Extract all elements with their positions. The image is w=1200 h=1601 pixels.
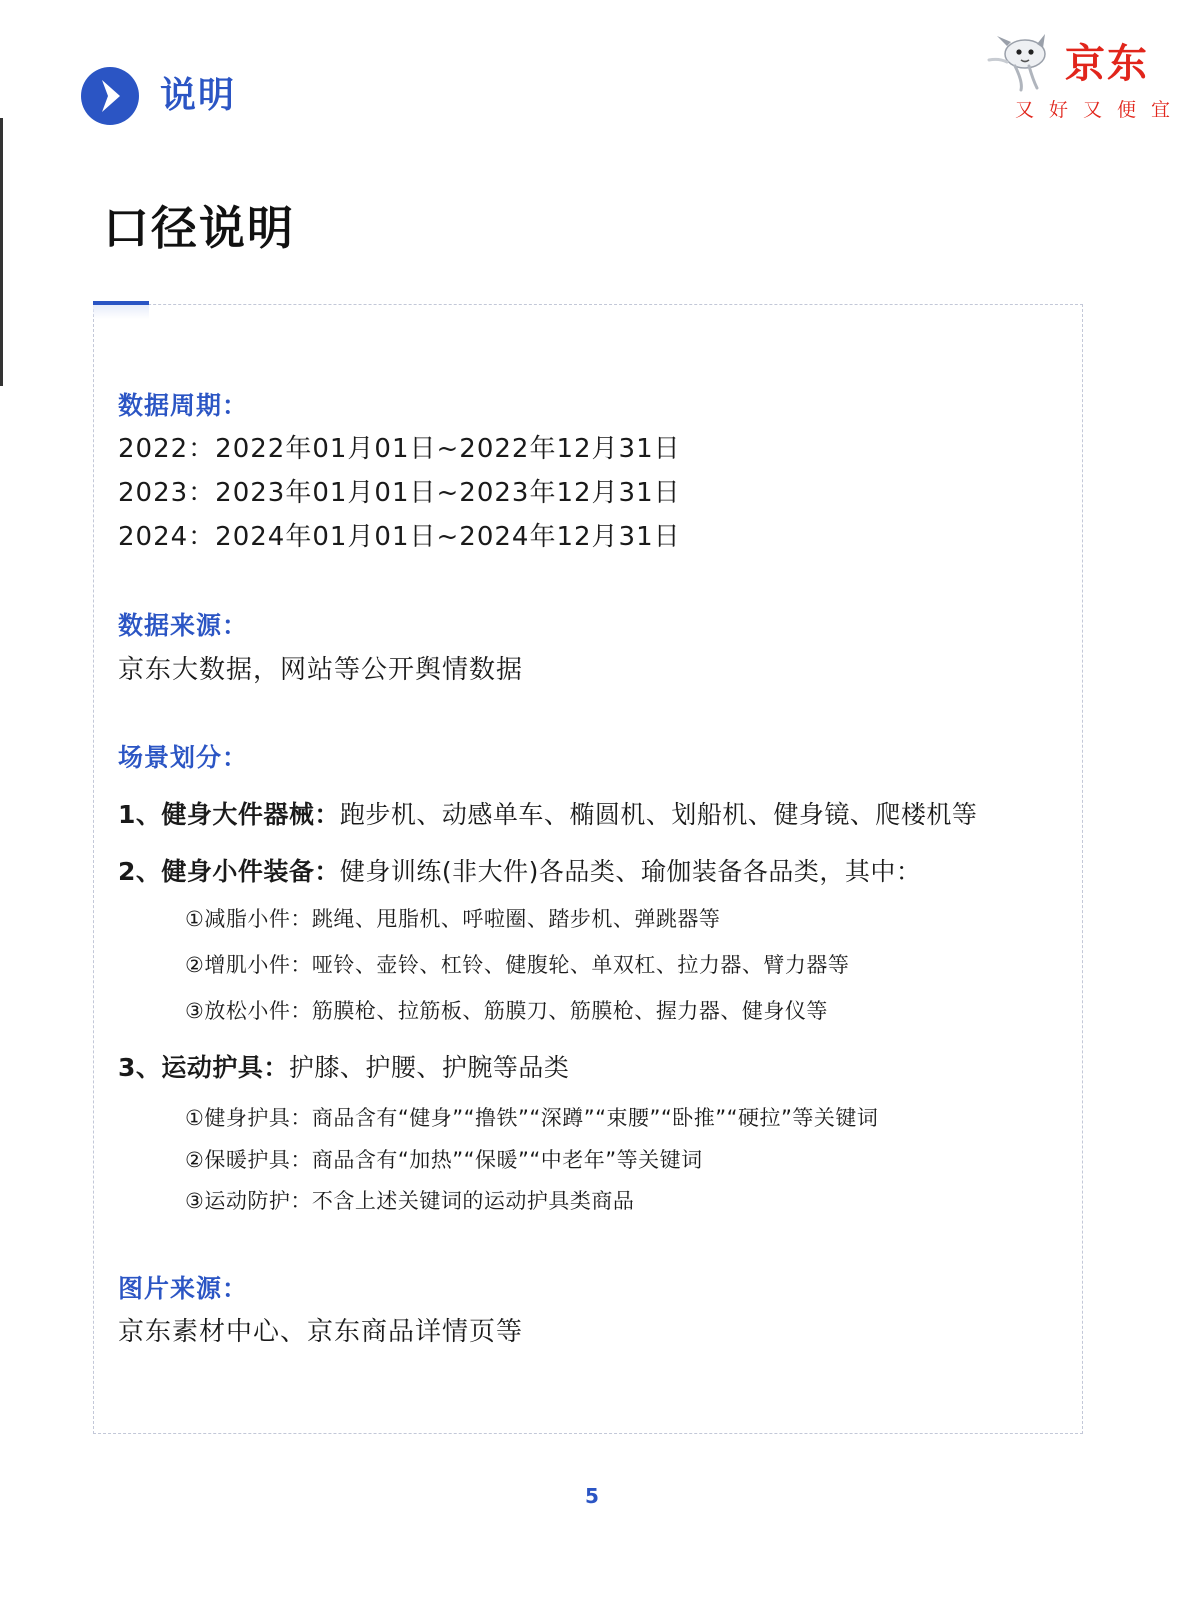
scene-item [118, 1049, 569, 1087]
scene-sub-item: ③放松小件：筋膜枪、拉筋板、筋膜刀、筋膜枪、握力器、健身仪等 [185, 999, 828, 1023]
scene-item-title: 3、运动护具： [118, 1053, 289, 1082]
scene-item-desc: 健身训练(非大件)各品类、瑜伽装备各品类，其中： [339, 857, 922, 886]
period-line: 2024：2024年01月01日~2024年12月31日 [118, 522, 681, 552]
page-number: 5 [585, 1484, 599, 1508]
image-source-label: 图片来源： [118, 1274, 249, 1303]
scene-sub-item: ①减脂小件：跳绳、甩脂机、呼啦圈、踏步机、弹跳器等 [185, 907, 721, 931]
logo-slogan: 又好又便宜 [1015, 99, 1186, 121]
scene-item-title: 2、健身小件装备： [118, 857, 340, 886]
image-source-text: 京东素材中心、京东商品详情页等 [118, 1317, 524, 1347]
period-label: 数据周期： [118, 391, 249, 420]
source-label: 数据来源： [118, 611, 249, 640]
logo-brand: 京东 [1065, 41, 1149, 87]
scene-item-title: 1、健身大件器械： [118, 800, 340, 829]
chevron-right-icon [80, 66, 140, 126]
scene-sub-item: ②保暖护具：商品含有“加热”“保暖”“中老年”等关键词 [185, 1148, 703, 1172]
jd-logo [985, 30, 1185, 130]
period-line: 2022：2022年01月01日~2022年12月31日 [118, 434, 681, 464]
left-edge-rule [0, 118, 3, 386]
period-line: 2023：2023年01月01日~2023年12月31日 [118, 478, 681, 508]
scene-item-desc: 跑步机、动感单车、椭圆机、划船机、健身镜、爬楼机等 [339, 800, 978, 829]
section-heading: 口径说明 [103, 201, 295, 255]
scene-sub-item: ③运动防护：不含上述关键词的运动护具类商品 [185, 1189, 635, 1213]
source-text: 京东大数据，网站等公开舆情数据 [118, 655, 524, 685]
jd-dog-mascot-icon [985, 32, 1061, 94]
scene-sub-item: ②增肌小件：哑铃、壶铃、杠铃、健腹轮、单双杠、拉力器、臂力器等 [185, 953, 850, 977]
header-title: 说明 [160, 75, 237, 116]
scenes-label: 场景划分： [118, 743, 249, 772]
scene-item [118, 853, 921, 891]
panel-accent-glow [93, 305, 149, 319]
scene-item [118, 796, 977, 834]
scene-sub-item: ①健身护具：商品含有“健身”“撸铁”“深蹲”“束腰”“卧推”“硬拉”等关键词 [185, 1106, 879, 1130]
scene-item-desc: 护膝、护腰、护腕等品类 [288, 1053, 570, 1082]
